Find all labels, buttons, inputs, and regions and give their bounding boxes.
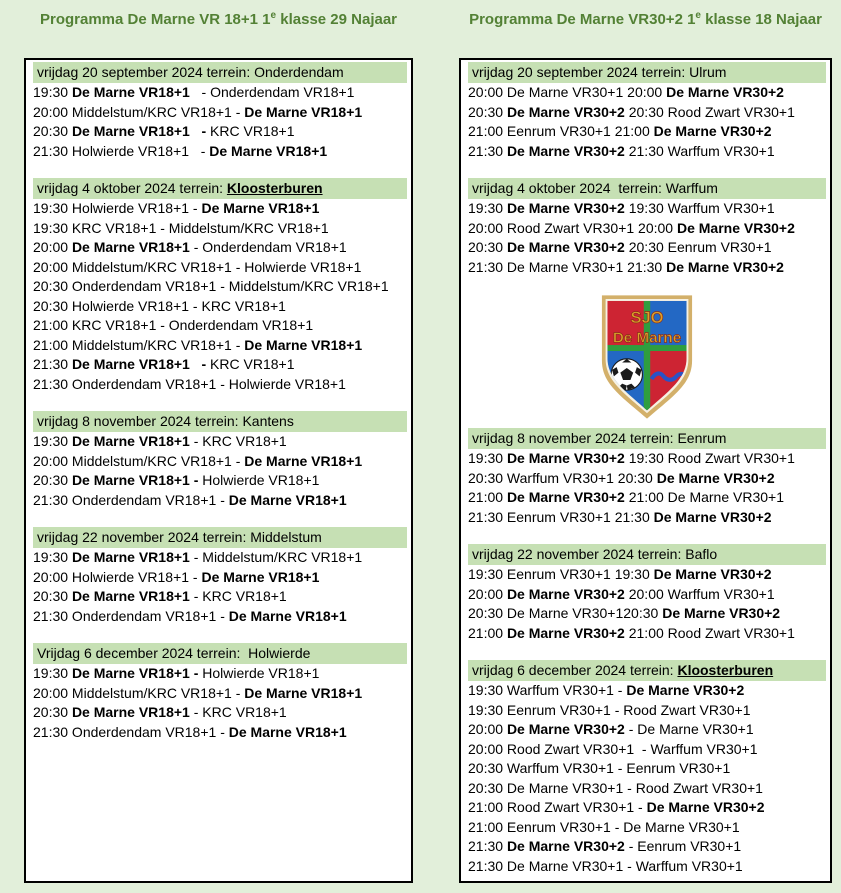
team-highlight: De Marne VR30+2 [506, 142, 625, 159]
text-segment: 21:00 [468, 489, 507, 505]
team-highlight: De Marne VR30+2 [653, 123, 772, 139]
text-segment: 20:30 [33, 472, 72, 488]
text-segment: 21:30 Onderdendam VR18+1 - [33, 491, 229, 508]
text-segment: - Eenrum VR30+1 [624, 838, 742, 854]
team-highlight: De Marne VR18+1 [71, 84, 190, 100]
team-highlight: De Marne VR18+1 [228, 607, 347, 624]
match-row [468, 219, 826, 239]
schedule-block [33, 411, 407, 510]
match-row [468, 83, 826, 103]
text-segment: 20:00 Middelstum/KRC VR18+1 - [33, 684, 245, 701]
match-row [33, 258, 407, 278]
team-highlight: De Marne VR30+2 [506, 489, 625, 505]
team-highlight: De Marne VR18+1 [244, 684, 363, 701]
text-segment: vrijdag 8 november 2024 terrein: Kantens [37, 413, 294, 429]
text-segment: 19:30 Eenrum VR30+1 19:30 [468, 566, 654, 582]
text-segment: klasse 18 Najaar [700, 11, 822, 28]
date-header [468, 660, 826, 681]
team-highlight: De Marne VR18+1 [71, 433, 190, 449]
logo-text-line2: De Marne [612, 329, 682, 347]
text-segment: 21:30 Onderdendam VR18+1 - [33, 723, 229, 740]
team-highlight: De Marne VR18+1 - [71, 123, 207, 139]
schedule-block [33, 527, 407, 626]
text-segment: 19:30 [468, 200, 507, 216]
club-logo [468, 294, 826, 420]
match-row [468, 701, 826, 721]
match-row [33, 607, 407, 627]
text-segment: 20:30 [33, 123, 72, 139]
match-row [33, 703, 407, 723]
schedule-block [33, 643, 407, 742]
text-segment: 20:00 [33, 239, 72, 255]
text-segment: vrijdag 6 december 2024 terrein: [472, 662, 678, 678]
text-segment: vrijdag 22 november 2024 terrein: Middelstum [37, 529, 322, 545]
match-row [468, 624, 826, 644]
title-superscript: e [270, 10, 277, 21]
text-segment: 20:00 [468, 721, 507, 737]
match-row [468, 798, 826, 818]
text-segment: 21:00 [468, 624, 507, 641]
team-highlight: De Marne VR18+1 [71, 549, 190, 565]
team-highlight: De Marne VR18+1 [201, 200, 320, 216]
text-segment: KRC VR18+1 [206, 356, 295, 372]
match-row [468, 585, 826, 605]
text-segment: 20:30 [468, 103, 507, 120]
text-segment: 20:30 Onderdendam VR18+1 - Middelstum/KRC VR18+1 [33, 278, 389, 294]
schedule-block [33, 178, 407, 394]
text-segment: 19:30 Holwierde VR18+1 - [33, 200, 202, 216]
match-row [468, 720, 826, 740]
schedule-block [468, 428, 826, 527]
match-row [468, 740, 826, 760]
text-segment: 20:00 Warffum VR30+1 [624, 585, 775, 602]
text-segment: 21:30 Warffum VR30+1 [624, 142, 775, 159]
match-row [33, 375, 407, 395]
text-segment: - Onderdendam VR18+1 [189, 239, 347, 255]
team-highlight: De Marne VR30+2 [506, 585, 625, 602]
text-segment: - Onderdendam VR18+1 [189, 84, 355, 100]
match-row [33, 238, 407, 258]
text-segment: 21:00 Rood Zwart VR30+1 - [468, 799, 647, 815]
text-segment: 21:00 De Marne VR30+1 [624, 489, 784, 505]
text-segment: 20:30 Rood Zwart VR30+1 [624, 103, 795, 120]
match-row [468, 238, 826, 258]
team-highlight: De Marne VR30+2 [506, 239, 625, 255]
match-row [33, 664, 407, 684]
match-row [33, 199, 407, 219]
match-row [33, 142, 407, 162]
team-highlight: De Marne VR30+2 [626, 682, 745, 698]
team-highlight: De Marne VR18+1 - [71, 665, 199, 681]
team-highlight: De Marne VR18+1 [228, 491, 347, 508]
text-segment: 21:30 Eenrum VR30+1 21:30 [468, 508, 654, 525]
match-row [468, 469, 826, 489]
text-segment: 21:30 Holwierde VR18+1 - [33, 142, 210, 159]
schedule-block [468, 660, 826, 876]
text-segment: 20:30 De Marne VR30+120:30 [468, 605, 663, 621]
match-row [33, 491, 407, 511]
date-header [468, 62, 826, 83]
team-highlight: De Marne VR18+1 [71, 588, 190, 604]
date-header [468, 178, 826, 199]
text-segment: 21:00 Middelstum/KRC VR18+1 - [33, 336, 245, 353]
text-segment: vrijdag 4 oktober 2024 terrein: Warffum [472, 180, 718, 196]
text-segment: Programma De Marne VR 18+1 1 [39, 11, 271, 28]
text-segment: - De Marne VR30+1 [624, 721, 754, 737]
text-segment: 19:30 [33, 84, 72, 100]
match-row [33, 684, 407, 704]
text-segment: 21:00 Rood Zwart VR30+1 [624, 624, 795, 641]
match-row [468, 103, 826, 123]
match-row [33, 587, 407, 607]
text-segment: 20:00 De Marne VR30+1 20:00 [468, 84, 667, 100]
schedule-box [24, 58, 413, 883]
date-header [33, 62, 407, 83]
text-segment: 21:30 Onderdendam VR18+1 - [33, 607, 229, 624]
date-header [33, 411, 407, 432]
team-highlight: De Marne VR18+1 [209, 142, 328, 159]
program-column-vr18 [24, 10, 413, 883]
text-segment: vrijdag 22 november 2024 terrein: Baflo [472, 546, 718, 562]
team-highlight: De Marne VR18+1 [228, 723, 347, 740]
match-row [468, 488, 826, 508]
text-segment: 20:30 Holwierde VR18+1 - KRC VR18+1 [33, 297, 286, 314]
match-row [468, 508, 826, 528]
logo-text-line1: SJO [630, 307, 664, 327]
text-segment: 19:30 Eenrum VR30+1 - Rood Zwart VR30+1 [468, 701, 751, 718]
team-highlight: De Marne VR18+1 - [71, 356, 207, 372]
text-segment: 21:30 [468, 142, 507, 159]
match-row [468, 779, 826, 799]
text-segment: 20:00 Middelstum/KRC VR18+1 - Holwierde VR18+1 [33, 258, 362, 275]
text-segment: 21:00 KRC VR18+1 - Onderdendam VR18+1 [33, 317, 314, 333]
date-header [468, 428, 826, 449]
match-row [33, 355, 407, 375]
text-segment: 19:30 Warffum VR30+1 - [468, 682, 627, 698]
match-row [33, 548, 407, 568]
text-segment: 21:30 De Marne VR30+1 - Warffum VR30+1 [468, 857, 743, 874]
team-highlight: Kloosterburen [677, 662, 774, 678]
match-row [33, 452, 407, 472]
text-segment: Programma De Marne VR30+2 1 [469, 11, 696, 28]
page-title [24, 10, 413, 29]
text-segment: vrijdag 20 september 2024 terrein: Ulrum [472, 64, 727, 80]
text-segment: 20:00 Middelstum/KRC VR18+1 - [33, 452, 245, 469]
schedule-block [468, 62, 826, 161]
team-highlight: De Marne VR30+2 [653, 508, 772, 525]
text-segment: Holwierde VR18+1 [198, 665, 320, 681]
text-segment: 19:30 [33, 665, 72, 681]
team-highlight: De Marne VR30+2 [506, 200, 625, 216]
team-highlight: De Marne VR30+2 [653, 566, 772, 582]
match-row [468, 837, 826, 857]
club-shield-icon [601, 294, 693, 420]
team-highlight: De Marne VR18+1 [71, 704, 190, 720]
text-segment: 20:30 De Marne VR30+1 - Rood Zwart VR30+1 [468, 779, 763, 796]
text-segment: vrijdag 8 november 2024 terrein: Eenrum [472, 430, 727, 446]
team-highlight: De Marne VR30+2 [646, 799, 765, 815]
date-header [468, 544, 826, 565]
team-highlight: De Marne VR30+2 [662, 605, 781, 621]
program-column-vr30 [459, 10, 832, 883]
text-segment: 20:00 [468, 585, 507, 602]
team-highlight: De Marne VR18+1 [244, 336, 363, 353]
match-row [33, 432, 407, 452]
match-row [33, 122, 407, 142]
text-segment: 21:00 Eenrum VR30+1 - De Marne VR30+1 [468, 818, 740, 835]
match-row [33, 316, 407, 336]
text-segment: 21:30 Onderdendam VR18+1 - Holwierde VR18+1 [33, 375, 346, 392]
match-row [33, 723, 407, 743]
match-row [33, 336, 407, 356]
team-highlight: De Marne VR18+1 [201, 568, 320, 585]
page-title [459, 10, 832, 29]
match-row [468, 818, 826, 838]
text-segment: 20:30 [33, 588, 72, 604]
date-header [33, 527, 407, 548]
team-highlight: De Marne VR30+2 [506, 624, 625, 641]
team-highlight: De Marne VR30+2 [506, 838, 625, 854]
match-row [468, 681, 826, 701]
team-highlight: De Marne VR30+2 [506, 721, 625, 737]
text-segment: 20:30 [468, 239, 507, 255]
text-segment: vrijdag 20 september 2024 terrein: Onderdendam [37, 64, 344, 80]
text-segment: Vrijdag 6 december 2024 terrein: Holwierde [37, 645, 311, 661]
title-superscript: e [695, 10, 701, 21]
team-highlight: Kloosterburen [226, 180, 323, 196]
text-segment: 20:30 [33, 704, 72, 720]
text-segment: 20:00 Rood Zwart VR30+1 - Warffum VR30+1 [468, 740, 758, 757]
schedule-box [459, 58, 832, 883]
match-row [468, 565, 826, 585]
text-segment: - KRC VR18+1 [189, 588, 287, 604]
text-segment: 20:00 Rood Zwart VR30+1 20:00 [468, 219, 677, 236]
match-row [468, 142, 826, 162]
text-segment: - KRC VR18+1 [189, 704, 287, 720]
text-segment: 21:30 [468, 838, 507, 854]
match-row [33, 83, 407, 103]
team-highlight: De Marne VR30+2 [506, 450, 625, 466]
text-segment: 21:30 De Marne VR30+1 21:30 [468, 258, 667, 275]
team-highlight: De Marne VR30+2 [676, 219, 795, 236]
text-segment: 20:00 Middelstum/KRC VR18+1 - [33, 103, 245, 120]
match-row [468, 199, 826, 219]
text-segment: KRC VR18+1 [206, 123, 295, 139]
match-row [468, 258, 826, 278]
text-segment: - Middelstum/KRC VR18+1 [189, 549, 363, 565]
text-segment: 19:30 [33, 433, 72, 449]
text-segment: 21:00 Eenrum VR30+1 21:00 [468, 123, 654, 139]
match-row [468, 449, 826, 469]
text-segment: 20:30 Warffum VR30+1 - Eenrum VR30+1 [468, 760, 731, 776]
match-row [33, 471, 407, 491]
text-segment: 19:30 KRC VR18+1 - Middelstum/KRC VR18+1 [33, 219, 329, 236]
team-highlight: De Marne VR18+1 [71, 239, 190, 255]
text-segment: klasse 29 Najaar [276, 11, 398, 28]
team-highlight: De Marne VR30+2 [506, 103, 625, 120]
text-segment: 19:30 [33, 549, 72, 565]
team-highlight: De Marne VR30+2 [666, 84, 784, 100]
text-segment: - KRC VR18+1 [189, 433, 287, 449]
team-highlight: De Marne VR30+2 [666, 258, 784, 275]
text-segment: vrijdag 4 oktober 2024 terrein: [37, 180, 227, 196]
date-header [33, 643, 407, 664]
text-segment: 19:30 [468, 450, 507, 466]
match-row [33, 277, 407, 297]
text-segment: 20:00 Holwierde VR18+1 - [33, 568, 202, 585]
team-highlight: De Marne VR30+2 [656, 469, 775, 486]
text-segment: 20:30 Warffum VR30+1 20:30 [468, 469, 657, 486]
match-row [33, 568, 407, 588]
text-segment: 20:30 Eenrum VR30+1 [624, 239, 772, 255]
match-row [468, 604, 826, 624]
schedule-block [468, 544, 826, 643]
text-segment: 19:30 Rood Zwart VR30+1 [624, 450, 795, 466]
match-row [33, 297, 407, 317]
match-row [33, 219, 407, 239]
match-row [33, 103, 407, 123]
schedule-block [468, 178, 826, 277]
team-highlight: De Marne VR18+1 [244, 452, 363, 469]
match-row [468, 857, 826, 877]
text-segment: 19:30 Warffum VR30+1 [624, 200, 775, 216]
date-header [33, 178, 407, 199]
match-row [468, 759, 826, 779]
schedule-block [33, 62, 407, 161]
team-highlight: De Marne VR18+1 [244, 103, 363, 120]
match-row [468, 122, 826, 142]
text-segment: Holwierde VR18+1 [198, 472, 320, 488]
team-highlight: De Marne VR18+1 - [71, 472, 199, 488]
text-segment: 21:30 [33, 356, 72, 372]
